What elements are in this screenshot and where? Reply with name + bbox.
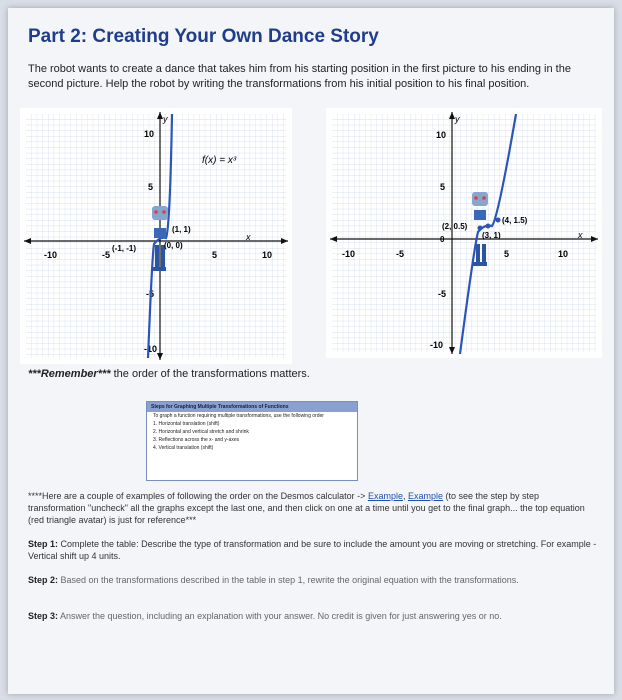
- equation-label: f(x) = x³: [202, 155, 237, 166]
- worksheet-page: [8, 8, 614, 694]
- step3-paragraph: [28, 610, 598, 622]
- graph-start-svg: [20, 108, 292, 364]
- robot-head-icon: [472, 192, 488, 206]
- tick-y-neg10: -10: [144, 344, 158, 354]
- example-link-2[interactable]: Example: [407, 491, 443, 501]
- graph-start: [20, 108, 292, 364]
- point-neg1-neg1: (-1, -1): [112, 244, 136, 253]
- tick-x-10: 10: [558, 249, 569, 259]
- step1-label: Step 1:: [28, 539, 59, 549]
- point-origin: (0, 0): [164, 241, 183, 250]
- step3-text: Answer the question, including an explanation with your answer. No credit is given for just answering yes or no.: [58, 611, 502, 621]
- robot-head-icon: [152, 206, 168, 220]
- steps-box-line: 3. Reflections across the x- and y-axes: [153, 437, 240, 443]
- tick-y-5: 5: [148, 182, 154, 192]
- tick-x-neg5: -5: [396, 249, 405, 259]
- steps-box-line: To graph a function requiring multiple transformations, use the following order: [153, 413, 324, 419]
- robot-eye-icon: [482, 196, 486, 200]
- step2-text: Based on the transformations described in the table in step 1, rewrite the original equation with the transformations.: [58, 575, 519, 585]
- robot-eye-icon: [154, 210, 158, 214]
- tick-x-neg10: -10: [342, 249, 356, 259]
- page-title: Part 2: Creating Your Own Dance Story: [28, 26, 379, 47]
- point-2-0.5: (2, 0.5): [442, 222, 468, 231]
- zero-label: 0: [440, 235, 445, 244]
- point-marker: [478, 226, 483, 231]
- y-axis-label: y: [455, 114, 460, 124]
- tick-y-neg5: -5: [146, 289, 155, 299]
- robot-body-icon: [474, 210, 486, 220]
- robot-leg-icon: [155, 245, 159, 267]
- tick-x-neg5: -5: [102, 250, 111, 260]
- robot-eye-icon: [162, 210, 166, 214]
- steps-box-header: Steps for Graphing Multiple Transformations of Functions: [147, 402, 357, 412]
- intro-text: The robot wants to create a dance that takes him from his starting position in the first picture to his ending in the second picture. Help the robot by writing the transformations from his initial position to his final position.: [28, 63, 571, 90]
- robot-leg-icon: [482, 244, 486, 262]
- step2-label: Step 2:: [28, 575, 59, 585]
- tick-x-neg10: -10: [44, 250, 58, 260]
- step1-text: Complete the table: Describe the type of transformation and be sure to include the amount you are moving or stretching. For example - Vertical shift up 4 units.: [28, 539, 597, 561]
- point-marker: [486, 224, 491, 229]
- robot-foot-icon: [152, 267, 166, 271]
- remember-label: ***Remember***: [28, 368, 111, 380]
- remember-note: [28, 368, 310, 380]
- remember-text: the order of the transformations matters.: [110, 368, 310, 380]
- examples-text-before: ****Here are a couple of examples of following the order on the Desmos calculator ->: [28, 491, 368, 501]
- steps-box-line: 1. Horizontal translation (shift): [153, 421, 220, 427]
- tick-y-10: 10: [436, 130, 447, 140]
- point-1-1: (1, 1): [172, 225, 191, 234]
- steps-box-image: [146, 401, 358, 481]
- tick-x-5: 5: [212, 250, 218, 260]
- steps-box-line: 2. Horizontal and vertical stretch and shrink: [153, 429, 249, 435]
- tick-x-10: 10: [262, 250, 273, 260]
- tick-x-5: 5: [504, 249, 510, 259]
- x-axis-label: x: [578, 230, 583, 240]
- tick-y-neg10: -10: [430, 340, 444, 350]
- x-axis-label: x: [246, 232, 251, 242]
- tick-y-10: 10: [144, 129, 155, 139]
- robot-body-icon: [154, 228, 166, 238]
- example-link-1[interactable]: Example: [367, 491, 403, 501]
- examples-paragraph: [28, 490, 598, 526]
- y-axis-label: y: [163, 114, 168, 124]
- step1-paragraph: [28, 538, 598, 562]
- point-3-1: (3, 1): [482, 231, 501, 240]
- examples-sep: ,: [402, 491, 408, 501]
- robot-leg-icon: [476, 244, 480, 262]
- robot-eye-icon: [474, 196, 478, 200]
- examples-text-after: (to see the step by step transformation "uncheck" all the graphs except the last one, and then click on one at a time until you get to the final graph... the top equation (red triangle avatar) is just for reference***: [28, 491, 585, 525]
- robot-foot-icon: [473, 262, 487, 266]
- tick-y-5: 5: [440, 182, 446, 192]
- point-4-1.5: (4, 1.5): [502, 216, 528, 225]
- point-marker: [496, 218, 501, 223]
- graph-end: [326, 108, 602, 358]
- step3-label: Step 3:: [28, 611, 59, 621]
- tick-y-neg5: -5: [438, 289, 447, 299]
- step2-paragraph: [28, 574, 598, 586]
- steps-box-line: 4. Vertical translation (shift): [153, 445, 214, 451]
- graph-end-svg: [326, 108, 602, 358]
